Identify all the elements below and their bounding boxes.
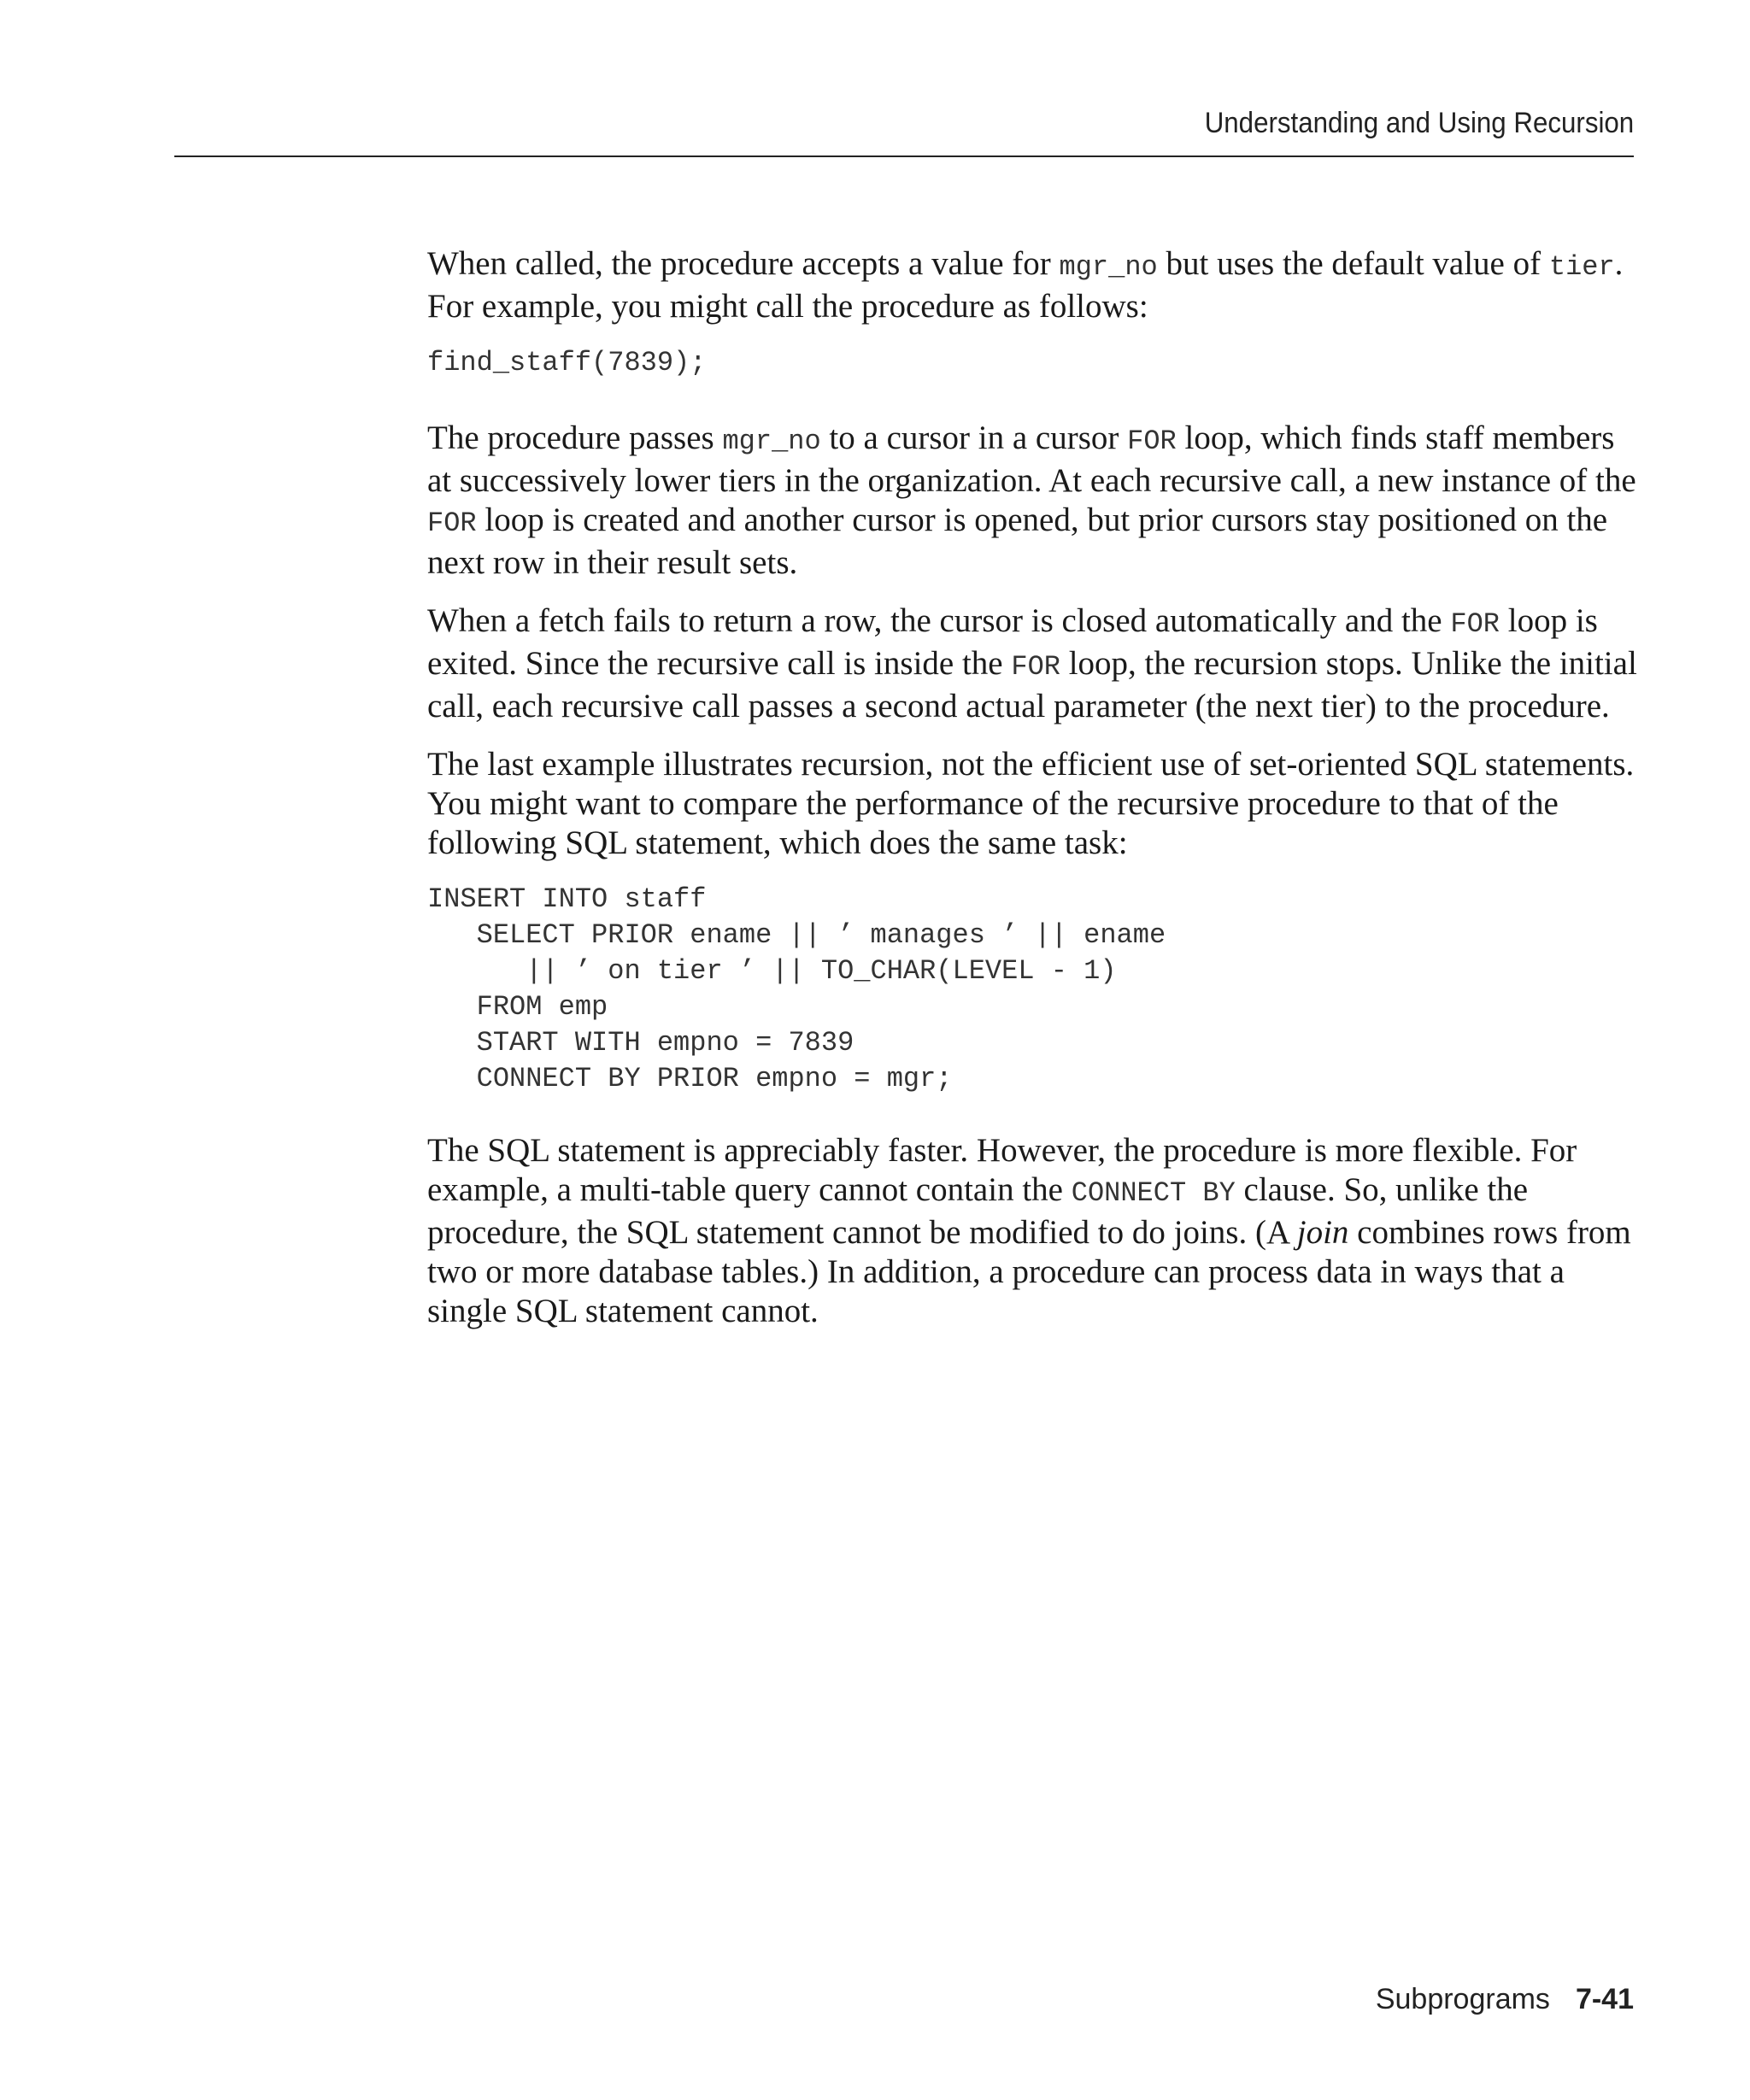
paragraph-5 — [427, 1131, 1641, 1331]
text-run: combines rows from two or more database tables.) In addition, a procedure can process data in ways that a single SQL statement cannot. — [427, 1214, 1631, 1329]
text-run: loop, the recursion stops. Unlike the initial call, each recursive call passes a second actual parameter (the next tier) to the procedure. — [427, 645, 1637, 724]
text-run: When a fetch fails to return a row, the cursor is closed automatically and the — [427, 602, 1451, 639]
page-body — [427, 244, 1641, 1350]
text-run: but uses the default value of — [1157, 245, 1549, 282]
paragraph-1 — [427, 244, 1641, 326]
inline-code: FOR — [1450, 608, 1500, 640]
header-rule — [174, 155, 1634, 157]
inline-code: mgr_no — [1059, 251, 1158, 283]
inline-code: tier — [1548, 251, 1615, 283]
running-header: Understanding and Using Recursion — [1204, 107, 1634, 139]
paragraph-3 — [427, 601, 1641, 726]
text-run: clause. So, unlike the procedure, the SQL statement cannot be modified to do joins. (A — [427, 1171, 1529, 1251]
text-run: The procedure passes — [427, 419, 723, 456]
emphasis-term: join — [1296, 1214, 1349, 1251]
paragraph-2 — [427, 419, 1641, 583]
text-run: When called, the procedure accepts a value for — [427, 245, 1060, 282]
paragraph-4: The last example illustrates recursion, not the efficient use of set-oriented SQL statements. You might want to compare the performance of the recursive procedure to that of the following SQL statement, which does the same task: — [427, 746, 1635, 861]
text-run: loop is exited. Since the recursive call is inside the — [427, 602, 1598, 682]
inline-code: mgr_no — [722, 425, 821, 457]
inline-code: FOR — [427, 507, 477, 539]
text-run: loop, which finds staff members at successively lower tiers in the organization. At each recursive call, a new instance of the — [427, 419, 1636, 499]
text-run: The SQL statement is appreciably faster. However, the procedure is more flexible. For example, a multi-table query cannot contain the — [427, 1132, 1577, 1208]
page-footer — [1376, 1982, 1634, 2016]
footer-chapter-title: Subprograms — [1375, 1983, 1550, 2015]
inline-code: CONNECT BY — [1071, 1177, 1236, 1209]
text-run: to a cursor in a cursor — [820, 419, 1128, 456]
code-example-sql: INSERT INTO staff SELECT PRIOR ename || ’ manages ’ || ename || ’ on tier ’ || TO_CHAR(LEVEL - 1) FROM emp START WITH empno = 7839 CONNECT BY PRIOR empno = mgr; — [427, 883, 1166, 1094]
inline-code: FOR — [1127, 425, 1177, 457]
inline-code: FOR — [1011, 651, 1060, 683]
text-run: loop is created and another cursor is opened, but prior cursors stay positioned on the next row in their result sets. — [427, 502, 1608, 581]
text-run: . For example, you might call the procedure as follows: — [427, 245, 1624, 325]
page-number: 7-41 — [1575, 1983, 1634, 2015]
code-example-call: find_staff(7839); — [427, 347, 707, 378]
